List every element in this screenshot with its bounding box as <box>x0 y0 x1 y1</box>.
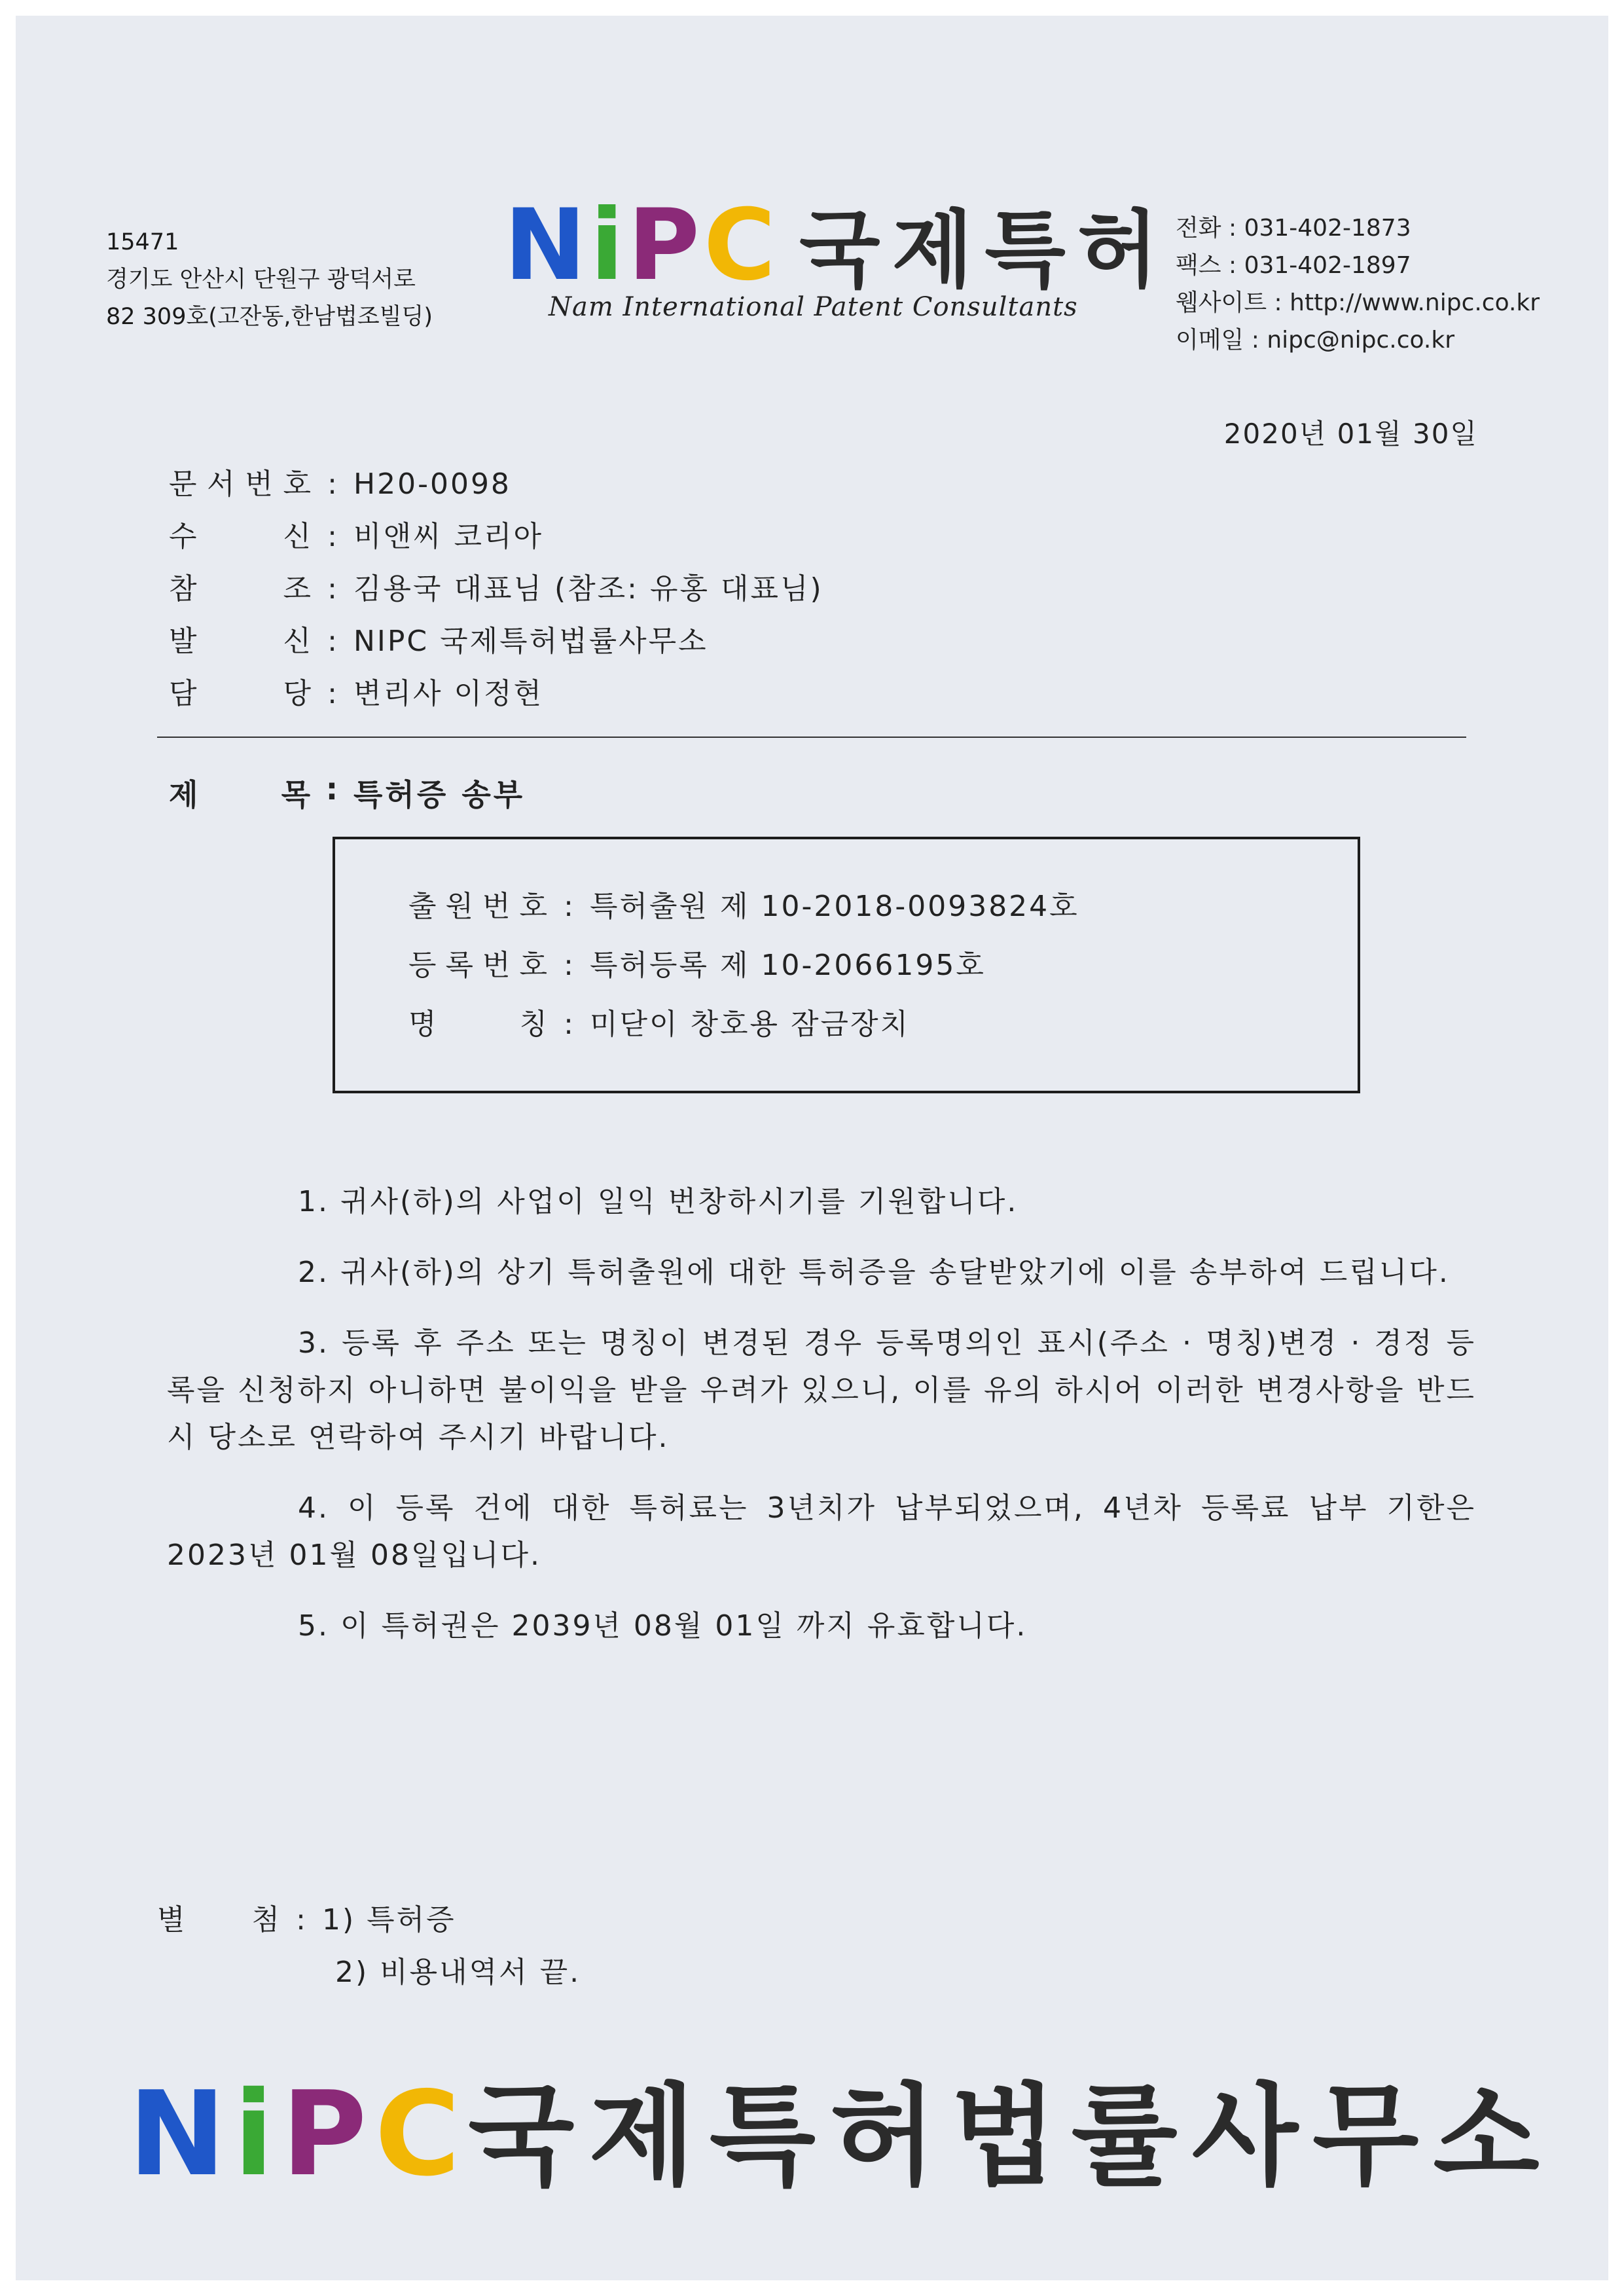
subject-line: 제 목 : 특허증 송부 <box>169 771 525 814</box>
paragraph-1: 1. 귀사(하)의 사업이 일익 번창하시기를 기원합니다. <box>298 1185 1019 1218</box>
postal-code: 15471 <box>106 229 179 255</box>
paragraph-2: 2. 귀사(하)의 상기 특허출원에 대한 특허증을 송달받았기에 이를 송부하여 드립니다. <box>298 1256 1450 1289</box>
attachments <box>157 1894 581 1999</box>
letter-body <box>167 1178 1476 1673</box>
paragraph-5: 5. 이 특허권은 2039년 08월 01일 까지 유효합니다. <box>298 1609 1028 1643</box>
company-logo <box>504 189 1170 302</box>
logo-letter-i: i <box>590 189 628 302</box>
registration-number: 등 록 번 호 : 특허등록 제 10-2066195호 <box>408 949 986 982</box>
patent-info-box <box>333 837 1360 1093</box>
document-date: 2020년 01월 30일 <box>1223 418 1478 450</box>
footer-logo <box>128 2066 1554 2202</box>
footer-letter-n: N <box>128 2066 234 2202</box>
contact-block <box>1176 210 1540 359</box>
footer-letter-p: P <box>281 2066 375 2202</box>
logo-letter-c: C <box>703 189 780 302</box>
logo-korean: 국제특허 <box>799 202 1170 299</box>
contact-phone: 전화 : 031-402-1873 <box>1176 215 1411 242</box>
meta-doc-number: 문 서 번 호 : H20-0098 <box>169 467 511 501</box>
footer-korean: 국제특허법률사무소 <box>468 2072 1554 2200</box>
paragraph-4: 4. 이 등록 건에 대한 특허료는 3년치가 납부되었으며, 4년차 등록료 납부 기한은 2023년 01월 08일입니다. <box>167 1491 1476 1572</box>
meta-handler: 담 당 : 변리사 이정현 <box>169 677 544 710</box>
subject-text: 특허증 송부 <box>353 777 526 812</box>
attachment-2: 2) 비용내역서 끝. <box>335 1956 581 1989</box>
meta-reference: 참 조 : 김용국 대표님 (참조: 유홍 대표님) <box>169 572 823 606</box>
invention-title: 명 칭 : 미닫이 창호용 잠금장치 <box>408 1008 911 1041</box>
sender-address <box>106 224 433 336</box>
application-number: 출 원 번 호 : 특허출원 제 10-2018-0093824호 <box>408 890 1079 923</box>
divider <box>157 737 1466 738</box>
logo-tagline: Nam International Patent Consultants <box>549 292 1078 322</box>
footer-letter-i: i <box>233 2066 281 2202</box>
attachment-1: 별 첨 : 1) 특허증 <box>157 1903 456 1937</box>
document-meta <box>169 458 823 720</box>
contact-email[interactable]: 이메일 : nipc@nipc.co.kr <box>1176 327 1455 354</box>
address-line-1: 경기도 안산시 단원구 광덕서로 <box>106 266 416 293</box>
contact-fax: 팩스 : 031-402-1897 <box>1176 252 1411 279</box>
logo-letter-n: N <box>504 189 590 302</box>
meta-sender: 발 신 : NIPC 국제특허법률사무소 <box>169 625 708 658</box>
address-line-2: 82 309호(고잔동,한남법조빌딩) <box>106 304 433 330</box>
meta-recipient: 수 신 : 비앤씨 코리아 <box>169 520 544 553</box>
contact-website[interactable]: 웹사이트 : http://www.nipc.co.kr <box>1176 289 1540 316</box>
logo-letter-p: P <box>627 189 704 302</box>
paragraph-3: 3. 등록 후 주소 또는 명칭이 변경된 경우 등록명의인 표시(주소 · 명칭)변경 · 경정 등록을 신청하지 아니하면 불이익을 받을 우려가 있으니, 이를 유의 하시어 이러한 변경사항을 반드시 당소로 연락하여 주시기 바랍니다. <box>167 1326 1476 1454</box>
footer-letter-c: C <box>374 2066 469 2202</box>
